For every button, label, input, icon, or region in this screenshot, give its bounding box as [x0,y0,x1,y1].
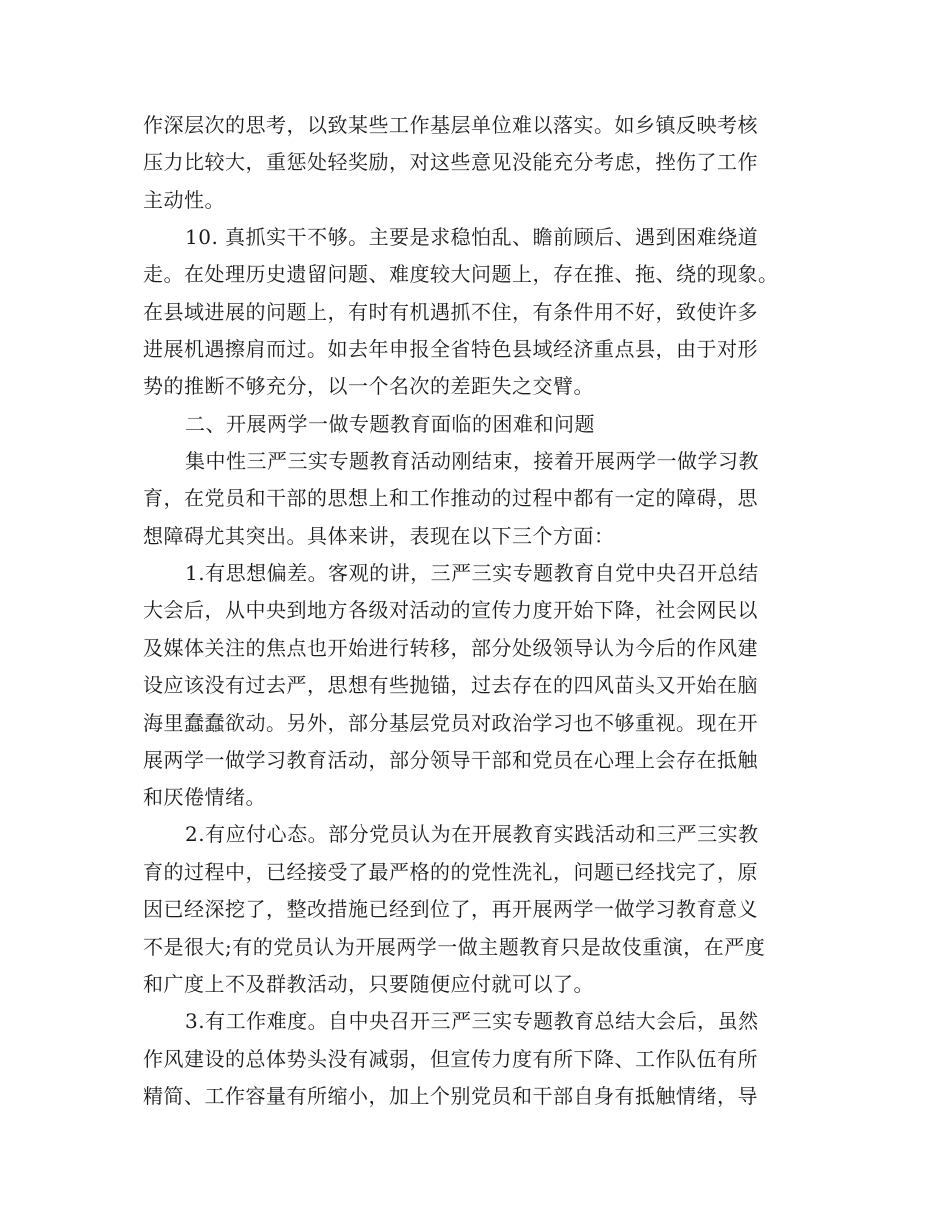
text-line: 势的推断不够充分，以一个名次的差距失之交臂。 [143,374,594,398]
text-line: 2.有应付心态。部分党员认为在开展教育实践活动和三严三实教 [185,822,759,846]
text-line: 走。在处理历史遗留问题、难度较大问题上，存在推、拖、绕的现象。 [143,262,779,286]
text-line: 精简、工作容量有所缩小，加上个别党员和干部自身有抵触情绪，导 [143,1084,758,1108]
text-line: 作深层次的思考，以致某些工作基层单位难以落实。如乡镇反映考核 [143,113,758,137]
text-line: 海里蠢蠢欲动。另外，部分基层党员对政治学习也不够重视。现在开 [143,711,758,735]
text-line: 不是很大;有的党员认为开展两学一做主题教育只是故伎重演，在严度 [143,935,766,959]
text-line: 设应该没有过去严，思想有些抛锚，过去存在的四风苗头又开始在脑 [143,673,758,697]
text-line: 在县域进展的问题上，有时有机遇抓不住，有条件用不好，致使许多 [143,300,758,324]
text-line: 大会后，从中央到地方各级对活动的宣传力度开始下降，社会网民以 [143,598,758,622]
text-line: 和广度上不及群教活动，只要随便应付就可以了。 [143,972,594,996]
text-line: 压力比较大，重惩处轻奖励，对这些意见没能充分考虑，挫伤了工作 [143,150,758,174]
text-line: 主动性。 [143,188,225,212]
text-line: 和厌倦情绪。 [143,785,266,809]
text-line: 1.有思想偏差。客观的讲，三严三实专题教育自党中央召开总结 [185,561,759,585]
text-line: 育，在党员和干部的思想上和工作推动的过程中都有一定的障碍，思 [143,486,758,510]
text-line: 3.有工作难度。自中央召开三严三实专题教育总结大会后，虽然 [185,1009,759,1033]
section-heading: 二、开展两学一做专题教育面临的困难和问题 [185,412,595,436]
text-line: 进展机遇擦肩而过。如去年申报全省特色县域经济重点县，由于对形 [143,337,758,361]
text-line: 集中性三严三实专题教育活动刚结束，接着开展两学一做学习教 [185,449,759,473]
text-line: 展两学一做学习教育活动，部分领导干部和党员在心理上会存在抵触 [143,748,758,772]
text-line: 因已经深挖了，整改措施已经到位了，再开展两学一做学习教育意义 [143,897,758,921]
text-line: 作风建设的总体势头没有减弱，但宣传力度有所下降、工作队伍有所 [143,1047,758,1071]
text-line: 10. 真抓实干不够。主要是求稳怕乱、瞻前顾后、遇到困难绕道 [185,225,759,249]
text-line: 想障碍尤其突出。具体来讲，表现在以下三个方面： [143,524,615,548]
text-line: 育的过程中，已经接受了最严格的的党性洗礼，问题已经找完了，原 [143,860,758,884]
text-line: 及媒体关注的焦点也开始进行转移，部分处级领导认为今后的作风建 [143,636,758,660]
